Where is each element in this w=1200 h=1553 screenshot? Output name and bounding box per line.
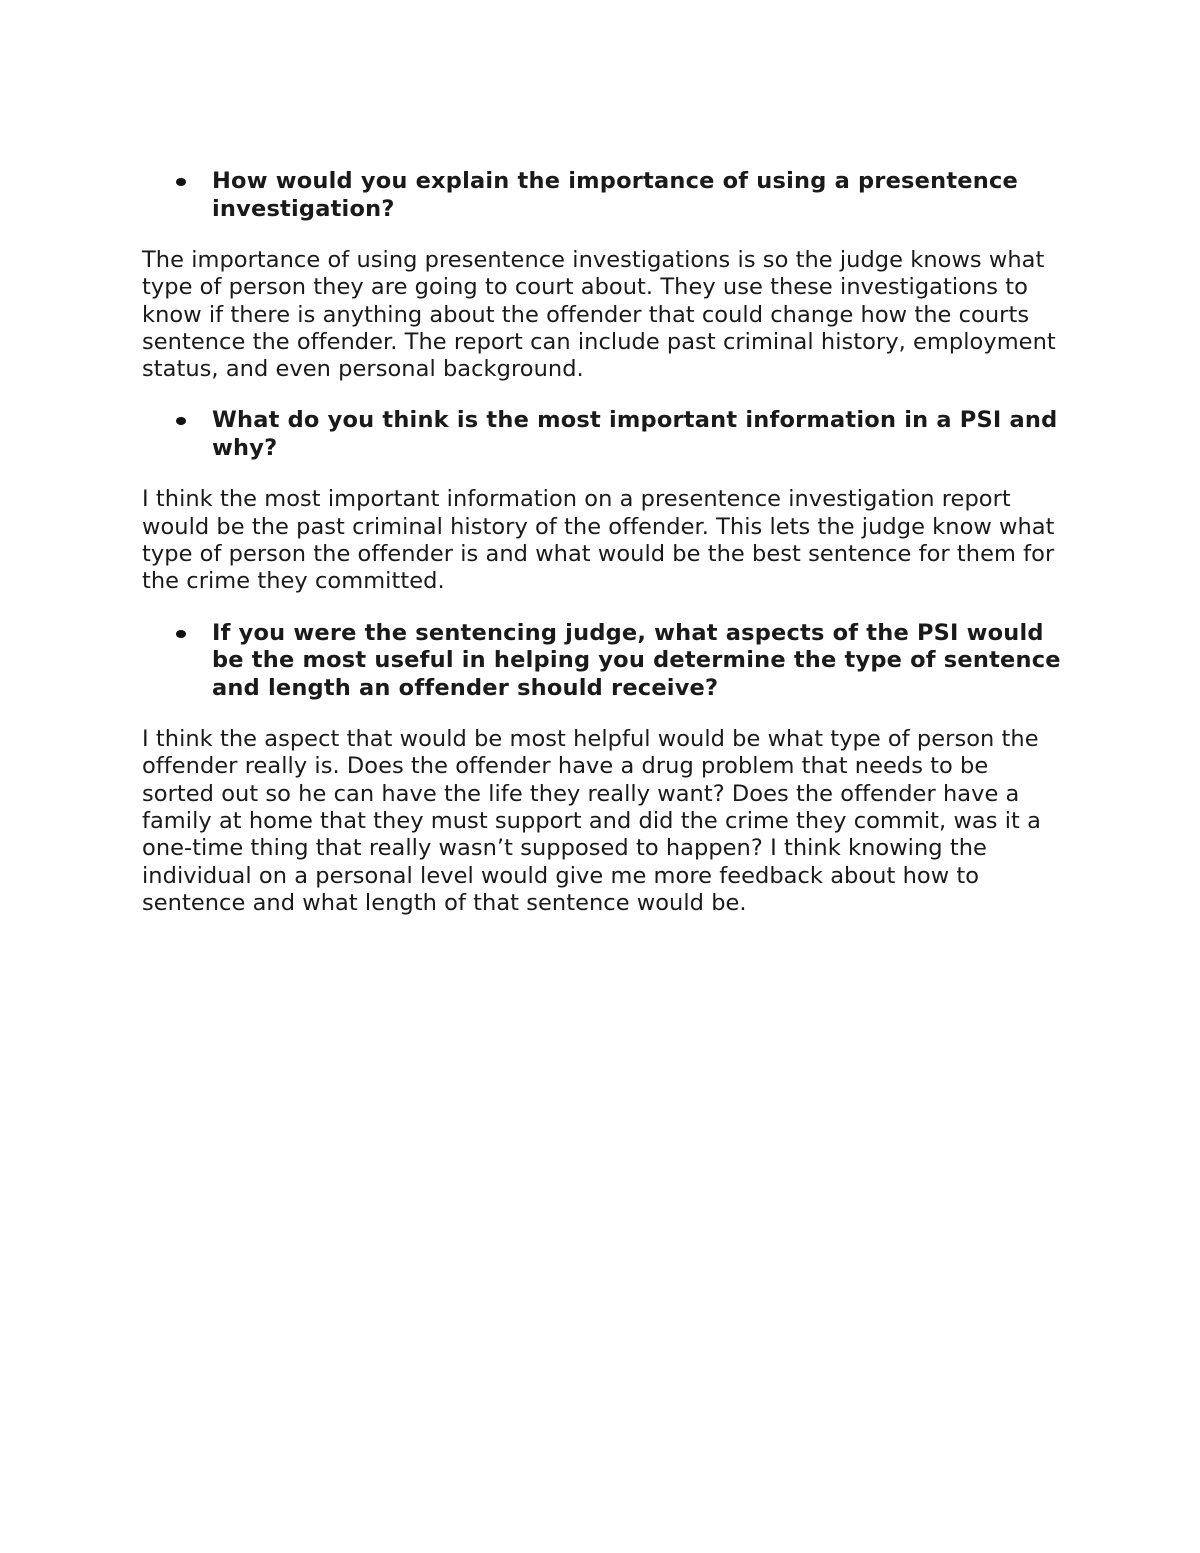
bullet-icon [176,178,186,186]
bullet-icon [176,630,186,638]
document-body [142,168,1062,941]
question-1 [142,168,1062,223]
question-text: What do you think is the most important information in a PSI and why? [212,407,1058,461]
question-text: If you were the sentencing judge, what aspects of the PSI would be the most useful in helping you determine the type of sentence and length an offender should receive? [212,619,1061,701]
bullet-icon [176,417,186,425]
answer-1: The importance of using presentence investigations is so the judge knows what type of person they are going to court about. They use these investigations to know if there is anything about the offender that could change how the courts sentence the offender. The report can include past criminal history, employment status, and even personal background. [142,247,1056,383]
answer-3: I think the aspect that would be most helpful would be what type of person the offender really is. Does the offender have a drug problem that needs to be sorted out so he can have the life they really want? Does the offender have a family at home that they must support and did the crime they commit, was it a one-time thing that really wasn’t supposed to happen? I think knowing the individual on a personal level would give me more feedback about how to sentence and what length of that sentence would be. [142,726,1041,916]
question-2 [142,407,1062,462]
question-3 [142,620,1062,703]
answer-2: I think the most important information on a presentence investigation report would be the past criminal history of the offender. This lets the judge know what type of person the offender is and what would be the best sentence for them for the crime they committed. [142,486,1055,595]
question-text: How would you explain the importance of using a presentence investigation? [212,168,1018,222]
